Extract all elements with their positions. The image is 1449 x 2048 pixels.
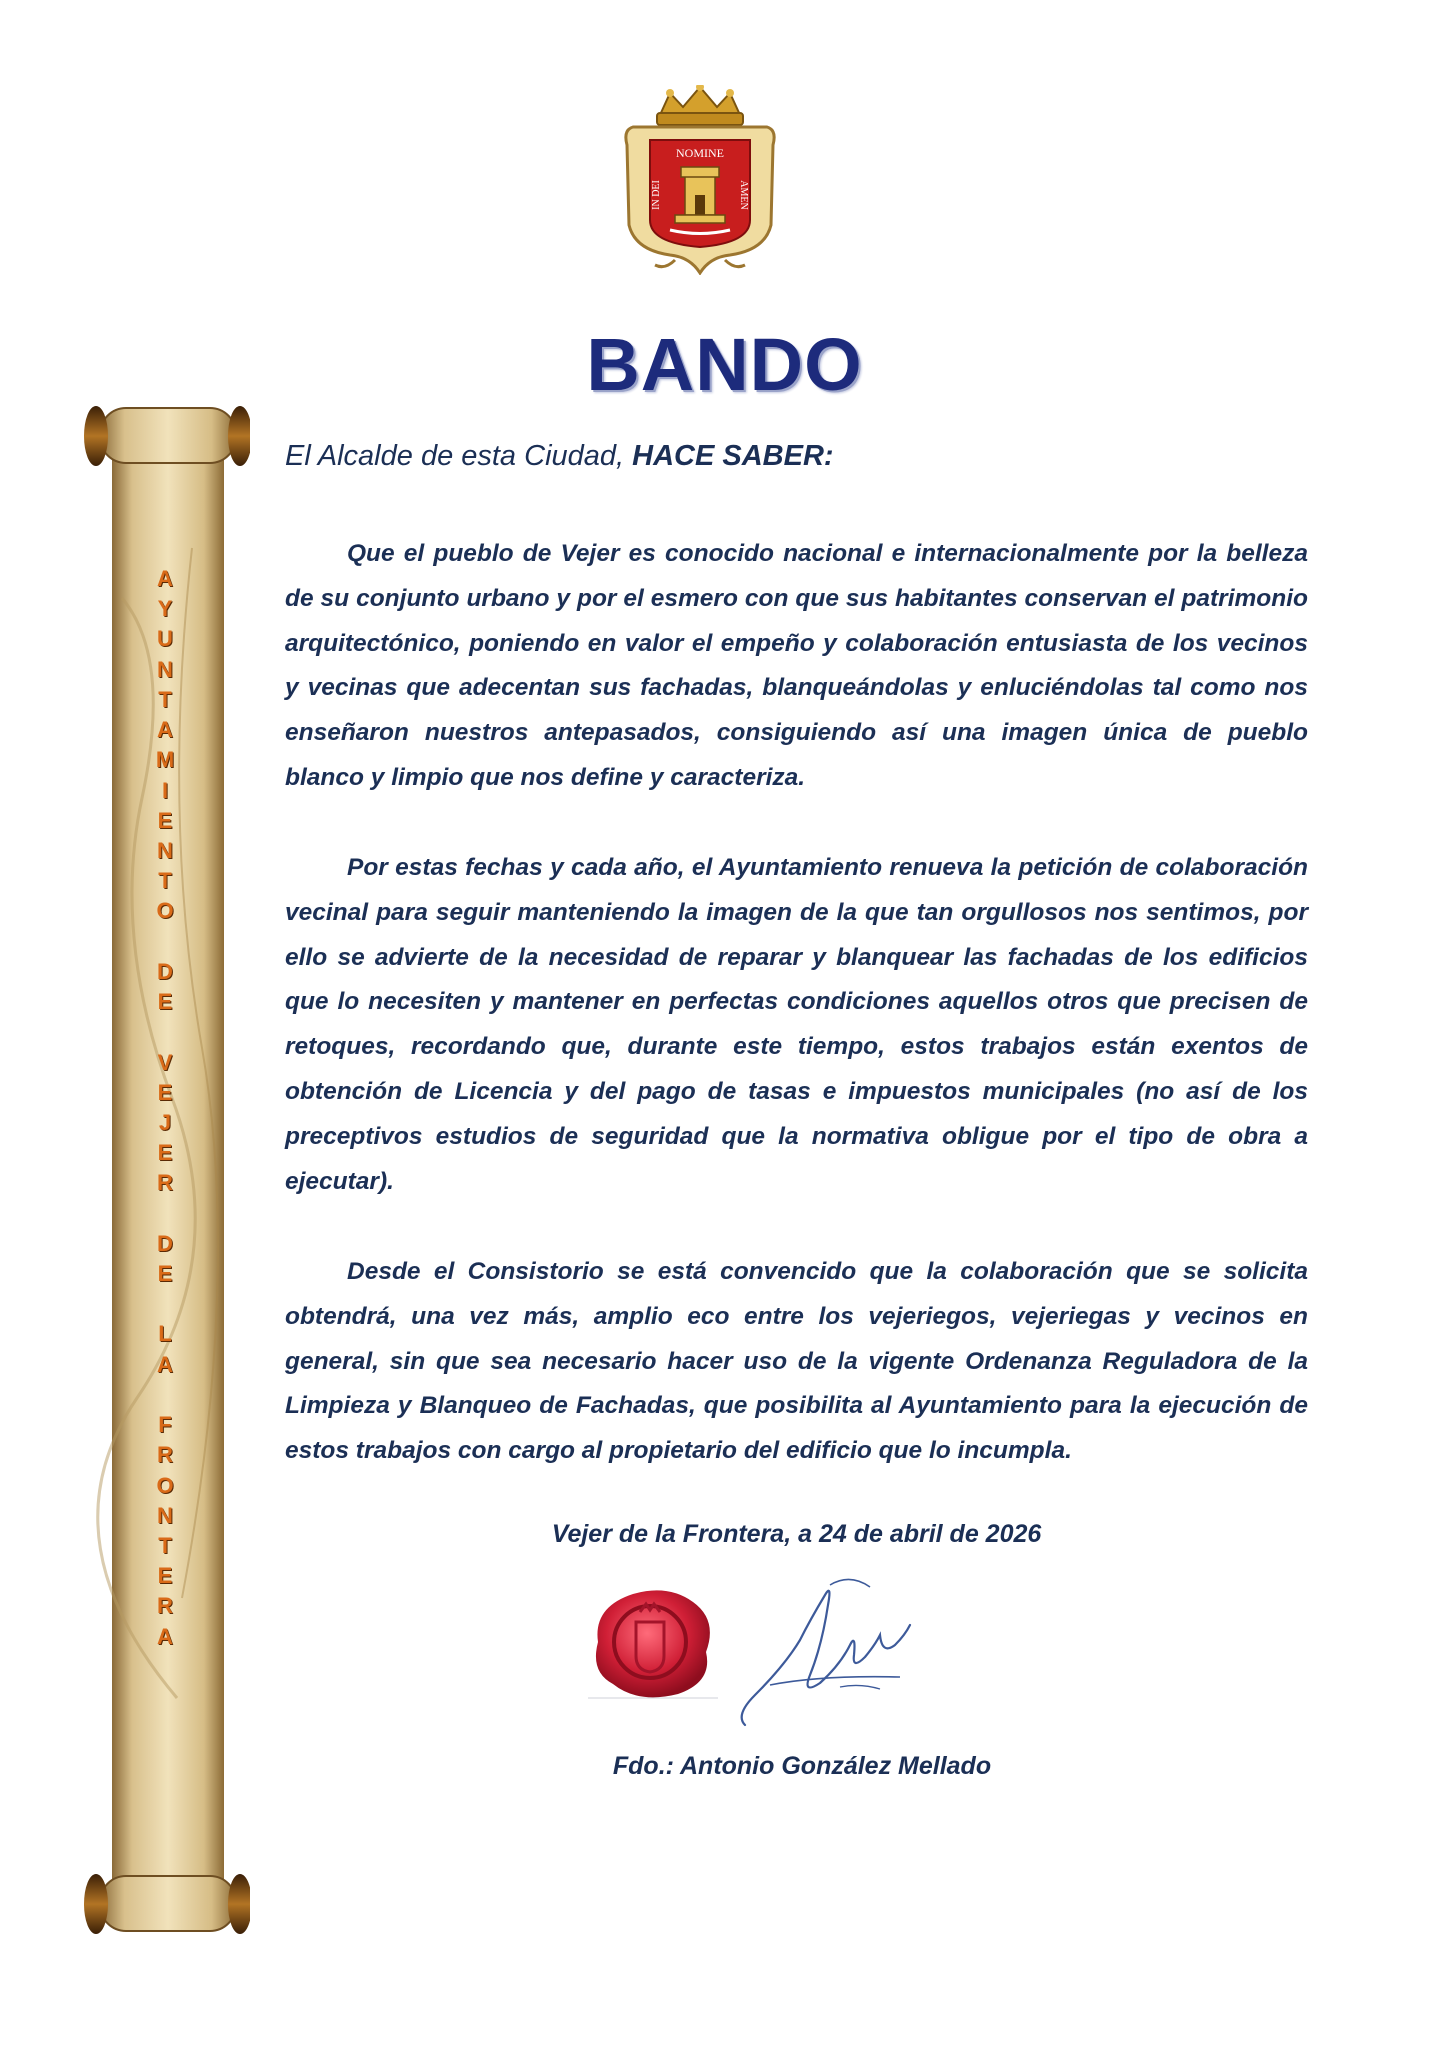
handwritten-signature bbox=[730, 1565, 950, 1735]
scroll-letter: L bbox=[158, 1321, 172, 1347]
scroll-letter: A bbox=[157, 717, 173, 743]
scroll-letter: D bbox=[157, 1230, 173, 1256]
scroll-letter: E bbox=[157, 1261, 173, 1287]
wax-seal-image bbox=[578, 1582, 728, 1707]
scroll-letter: A bbox=[157, 1351, 173, 1377]
intro-line bbox=[285, 440, 1308, 473]
scroll-letter: F bbox=[158, 1412, 172, 1438]
scroll-letter: Y bbox=[157, 596, 173, 622]
scroll-letter: R bbox=[157, 1170, 173, 1196]
scroll-letter: O bbox=[156, 1472, 174, 1498]
coat-of-arms-logo bbox=[615, 85, 785, 275]
page-title: BANDO bbox=[586, 323, 863, 406]
date-line: Vejer de la Frontera, a 24 de abril de 2026 bbox=[551, 1520, 1042, 1548]
signer-name: Fdo.: Antonio González Mellado bbox=[612, 1752, 992, 1780]
scroll-letter: T bbox=[158, 868, 172, 894]
scroll-letter: E bbox=[157, 807, 173, 833]
scroll-letter: A bbox=[157, 1623, 173, 1649]
body-paragraph-2: Por estas fechas y cada año, el Ayuntamiento renueva la petición de colaboración vecinal para seguir manteniendo la imagen de la que tan orgullosos nos sentimos, por ello se advierte de la necesidad de reparar y blanquear las fachadas de los edificios que lo necesiten y mantener en perfectas condiciones aquellos otros que precisen de retoques, recordando que, durante este tiempo, estos trabajos están exentos de obtención de Licencia y del pago de tasas e impuestos municipales (no así de los preceptivos estudios de seguridad que la normativa obligue por el tipo de obra a ejecutar). bbox=[285, 854, 1308, 1195]
scroll-letter: E bbox=[157, 1140, 173, 1166]
scroll-letter: O bbox=[156, 898, 174, 924]
scroll-letter: J bbox=[158, 1109, 172, 1135]
body-paragraph-1: Que el pueblo de Vejer es conocido nacional e internacionalmente por la belleza de su conjunto urbano y por el esmero con que sus habitantes conservan el patrimonio arquitectónico, poniendo en valor el empeño y colaboración entusiasta de los vecinos y vecinas que adecentan sus fachadas, blanqueándolas y enluciéndolas tal como nos enseñaron nuestros antepasados, consiguiendo así una imagen única de pueblo blanco y limpio que nos define y caracteriza. bbox=[285, 540, 1308, 791]
scroll-letter: I bbox=[161, 777, 169, 803]
scroll-letter: E bbox=[157, 1079, 173, 1105]
scroll-letter: N bbox=[157, 1502, 173, 1528]
scroll-letter: N bbox=[157, 837, 173, 863]
scroll-letter: R bbox=[157, 1442, 173, 1468]
body-paragraph-3: Desde el Consistorio se está convencido que la colaboración que se solicita obtendrá, una vez más, amplio eco entre los vejeriegos, vejeriegas y vecinos en general, sin que sea necesario hacer uso de la vigente Ordenanza Reguladora de la Limpieza y Blanqueo de Fachadas, que posibilita al Ayuntamiento para la ejecución de estos trabajos con cargo al propietario del edificio que lo incumpla. bbox=[285, 1258, 1308, 1465]
scroll-letter: U bbox=[157, 626, 173, 652]
motto-right: AMEN bbox=[738, 180, 749, 210]
motto-left: IN DEI bbox=[651, 180, 662, 210]
scroll-letter: M bbox=[155, 747, 175, 773]
scroll-vertical-text bbox=[143, 568, 187, 1648]
intro-emphasis: HACE SABER: bbox=[632, 440, 834, 472]
motto-top: NOMINE bbox=[676, 146, 724, 160]
scroll-letter: A bbox=[157, 566, 173, 591]
scroll-letter: T bbox=[158, 1533, 172, 1558]
scroll-letter: N bbox=[157, 656, 173, 682]
scroll-letter: D bbox=[157, 958, 173, 984]
intro-prefix: El Alcalde de esta Ciudad, bbox=[285, 440, 633, 472]
scroll-letter: E bbox=[157, 989, 173, 1015]
scroll-letter: R bbox=[157, 1593, 173, 1619]
scroll-letter: E bbox=[157, 1563, 173, 1589]
crown-icon bbox=[657, 85, 743, 125]
scroll-letter: V bbox=[157, 1049, 173, 1075]
scroll-letter: T bbox=[158, 686, 172, 712]
